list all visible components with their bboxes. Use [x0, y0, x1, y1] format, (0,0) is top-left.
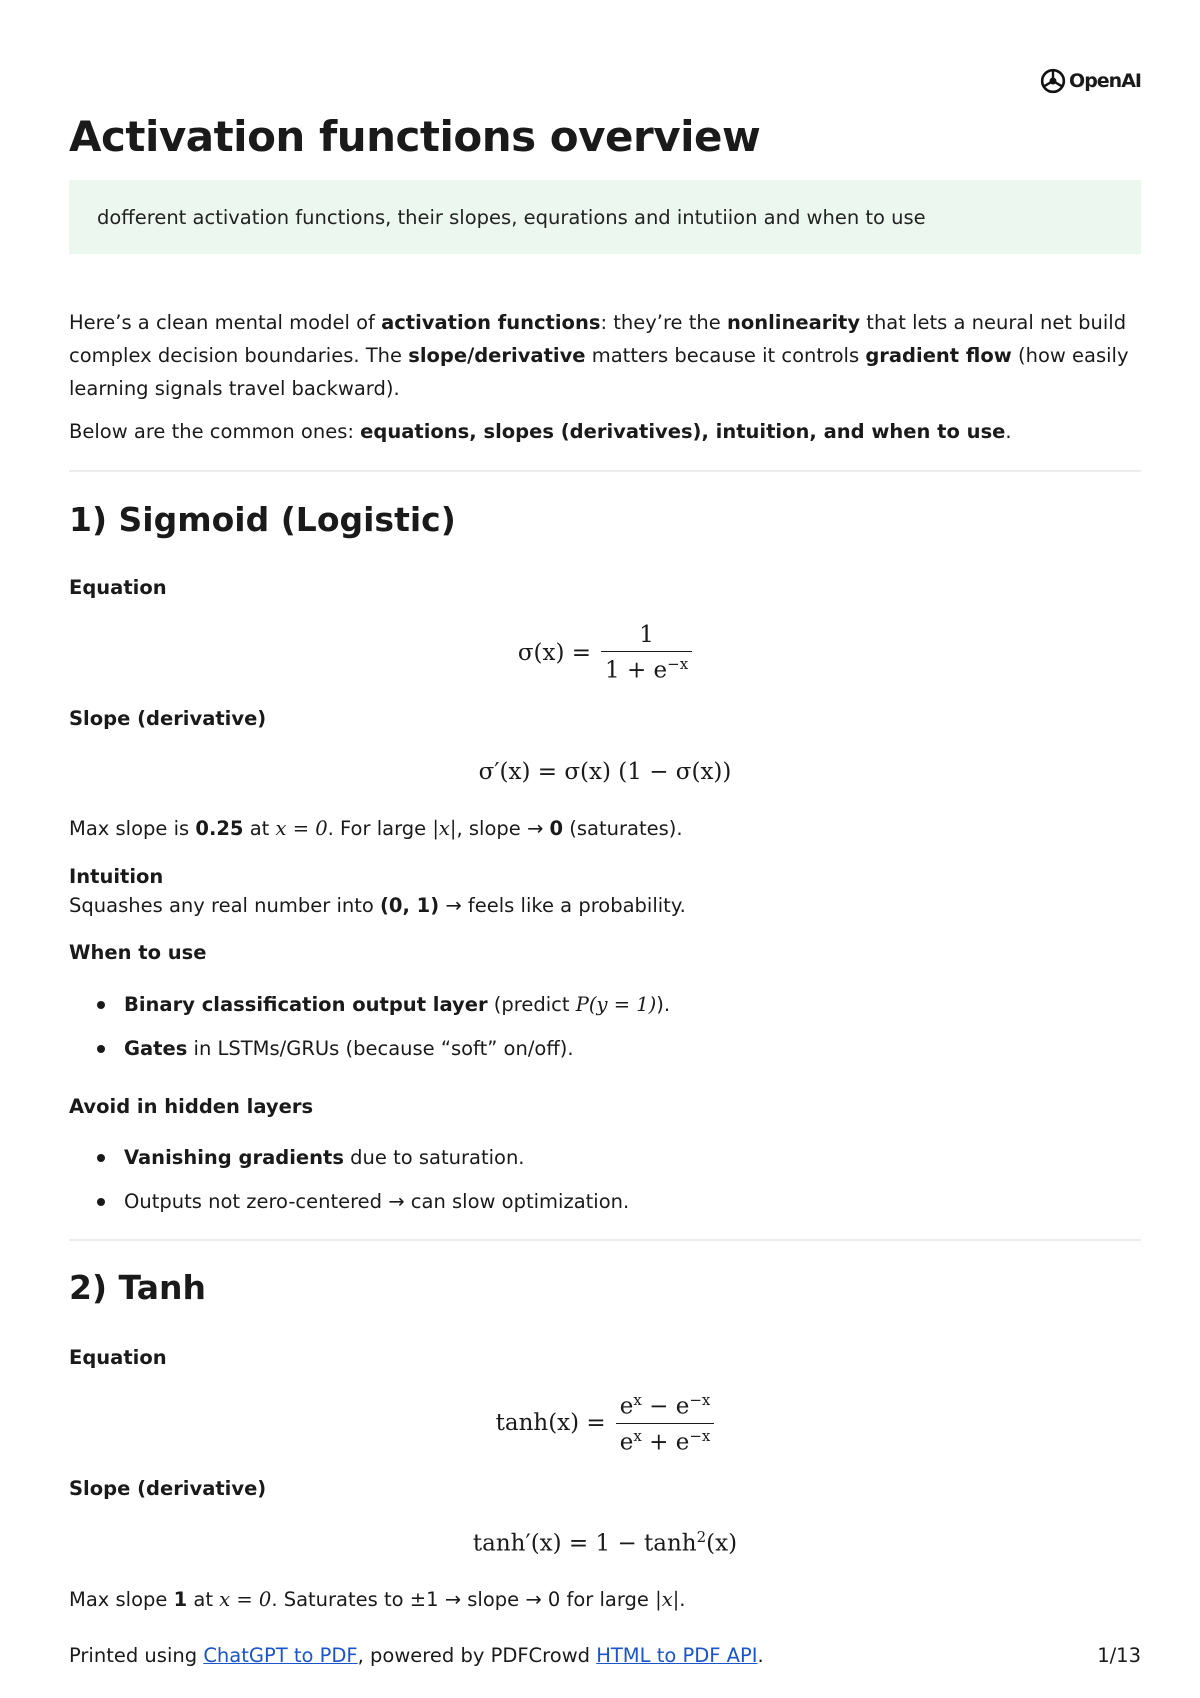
tanh-heading: 2) Tanh: [69, 1268, 207, 1307]
sigmoid-heading: 1) Sigmoid (Logistic): [69, 500, 456, 539]
tanh-slope-note: Max slope 1 at x = 0. Saturates to ±1 → slope → 0 for large |x|.: [69, 1588, 686, 1611]
intro-summary: Below are the common ones: equations, slopes (derivatives), intuition, and when to use.: [69, 420, 1012, 443]
list-item: Binary classification output layer (predict P(y = 1)).: [69, 983, 1141, 1027]
sigmoid-slope-note: Max slope is 0.25 at x = 0. For large |x|, slope → 0 (saturates).: [69, 817, 683, 840]
sigmoid-intuition: Squashes any real number into (0, 1) → feels like a probability.: [69, 894, 686, 917]
sigmoid-derivative: σ′(x) = σ(x) (1 − σ(x)): [478, 759, 732, 785]
sigmoid-avoid-label: Avoid in hidden layers: [69, 1095, 314, 1118]
tanh-equation: tanh(x) = $\frac{e^x - e^{-x}}{e^x + e^{-x}}$: [69, 1388, 1141, 1458]
user-prompt-text: dofferent activation functions, their slopes, equrations and intutiion and when to use: [97, 205, 926, 229]
sigmoid-when-list: [69, 983, 1141, 1071]
user-prompt-box: [69, 180, 1141, 254]
logo-text: OpenAI: [1069, 70, 1141, 92]
divider: [69, 1239, 1141, 1241]
sigmoid-equation: σ(x) = $\frac{1}{1 + e^{-x}}$: [69, 618, 1141, 688]
divider: [69, 470, 1141, 472]
sigmoid-intuition-label: Intuition: [69, 865, 164, 888]
sigmoid-equation-label: Equation: [69, 576, 167, 599]
print-footer: [69, 1644, 1141, 1667]
page-title: Activation functions overview: [69, 112, 761, 161]
page-number: 1/13: [1097, 1644, 1141, 1667]
html-to-pdf-api-link[interactable]: HTML to PDF API: [596, 1644, 758, 1667]
sigmoid-slope-label: Slope (derivative): [69, 707, 267, 730]
chatgpt-to-pdf-link[interactable]: ChatGPT to PDF: [203, 1644, 358, 1667]
openai-logo: [1040, 68, 1141, 94]
footer-credit: Printed using ChatGPT to PDF, powered by PDFCrowd HTML to PDF API.: [69, 1644, 764, 1667]
document-page: [69, 0, 1141, 1698]
list-item: Outputs not zero-centered → can slow optimization.: [69, 1180, 1141, 1224]
tanh-derivative: $\tanh'(x) = 1 - \tanh^2(x)$: [472, 1527, 738, 1557]
list-item: Vanishing gradients due to saturation.: [69, 1136, 1141, 1180]
openai-knot-icon: [1040, 68, 1066, 94]
sigmoid-when-label: When to use: [69, 941, 207, 964]
list-item: Gates in LSTMs/GRUs (because “soft” on/off).: [69, 1027, 1141, 1071]
intro-paragraph: Here’s a clean mental model of activation functions: they’re the nonlinearity that lets a neural net build complex decision boundaries. The slope/derivative matters because it controls gradient flow (how easily learning signals travel backward).: [69, 311, 1129, 400]
sigmoid-avoid-list: [69, 1136, 1141, 1224]
tanh-slope-label: Slope (derivative): [69, 1477, 267, 1500]
tanh-equation-label: Equation: [69, 1346, 167, 1369]
